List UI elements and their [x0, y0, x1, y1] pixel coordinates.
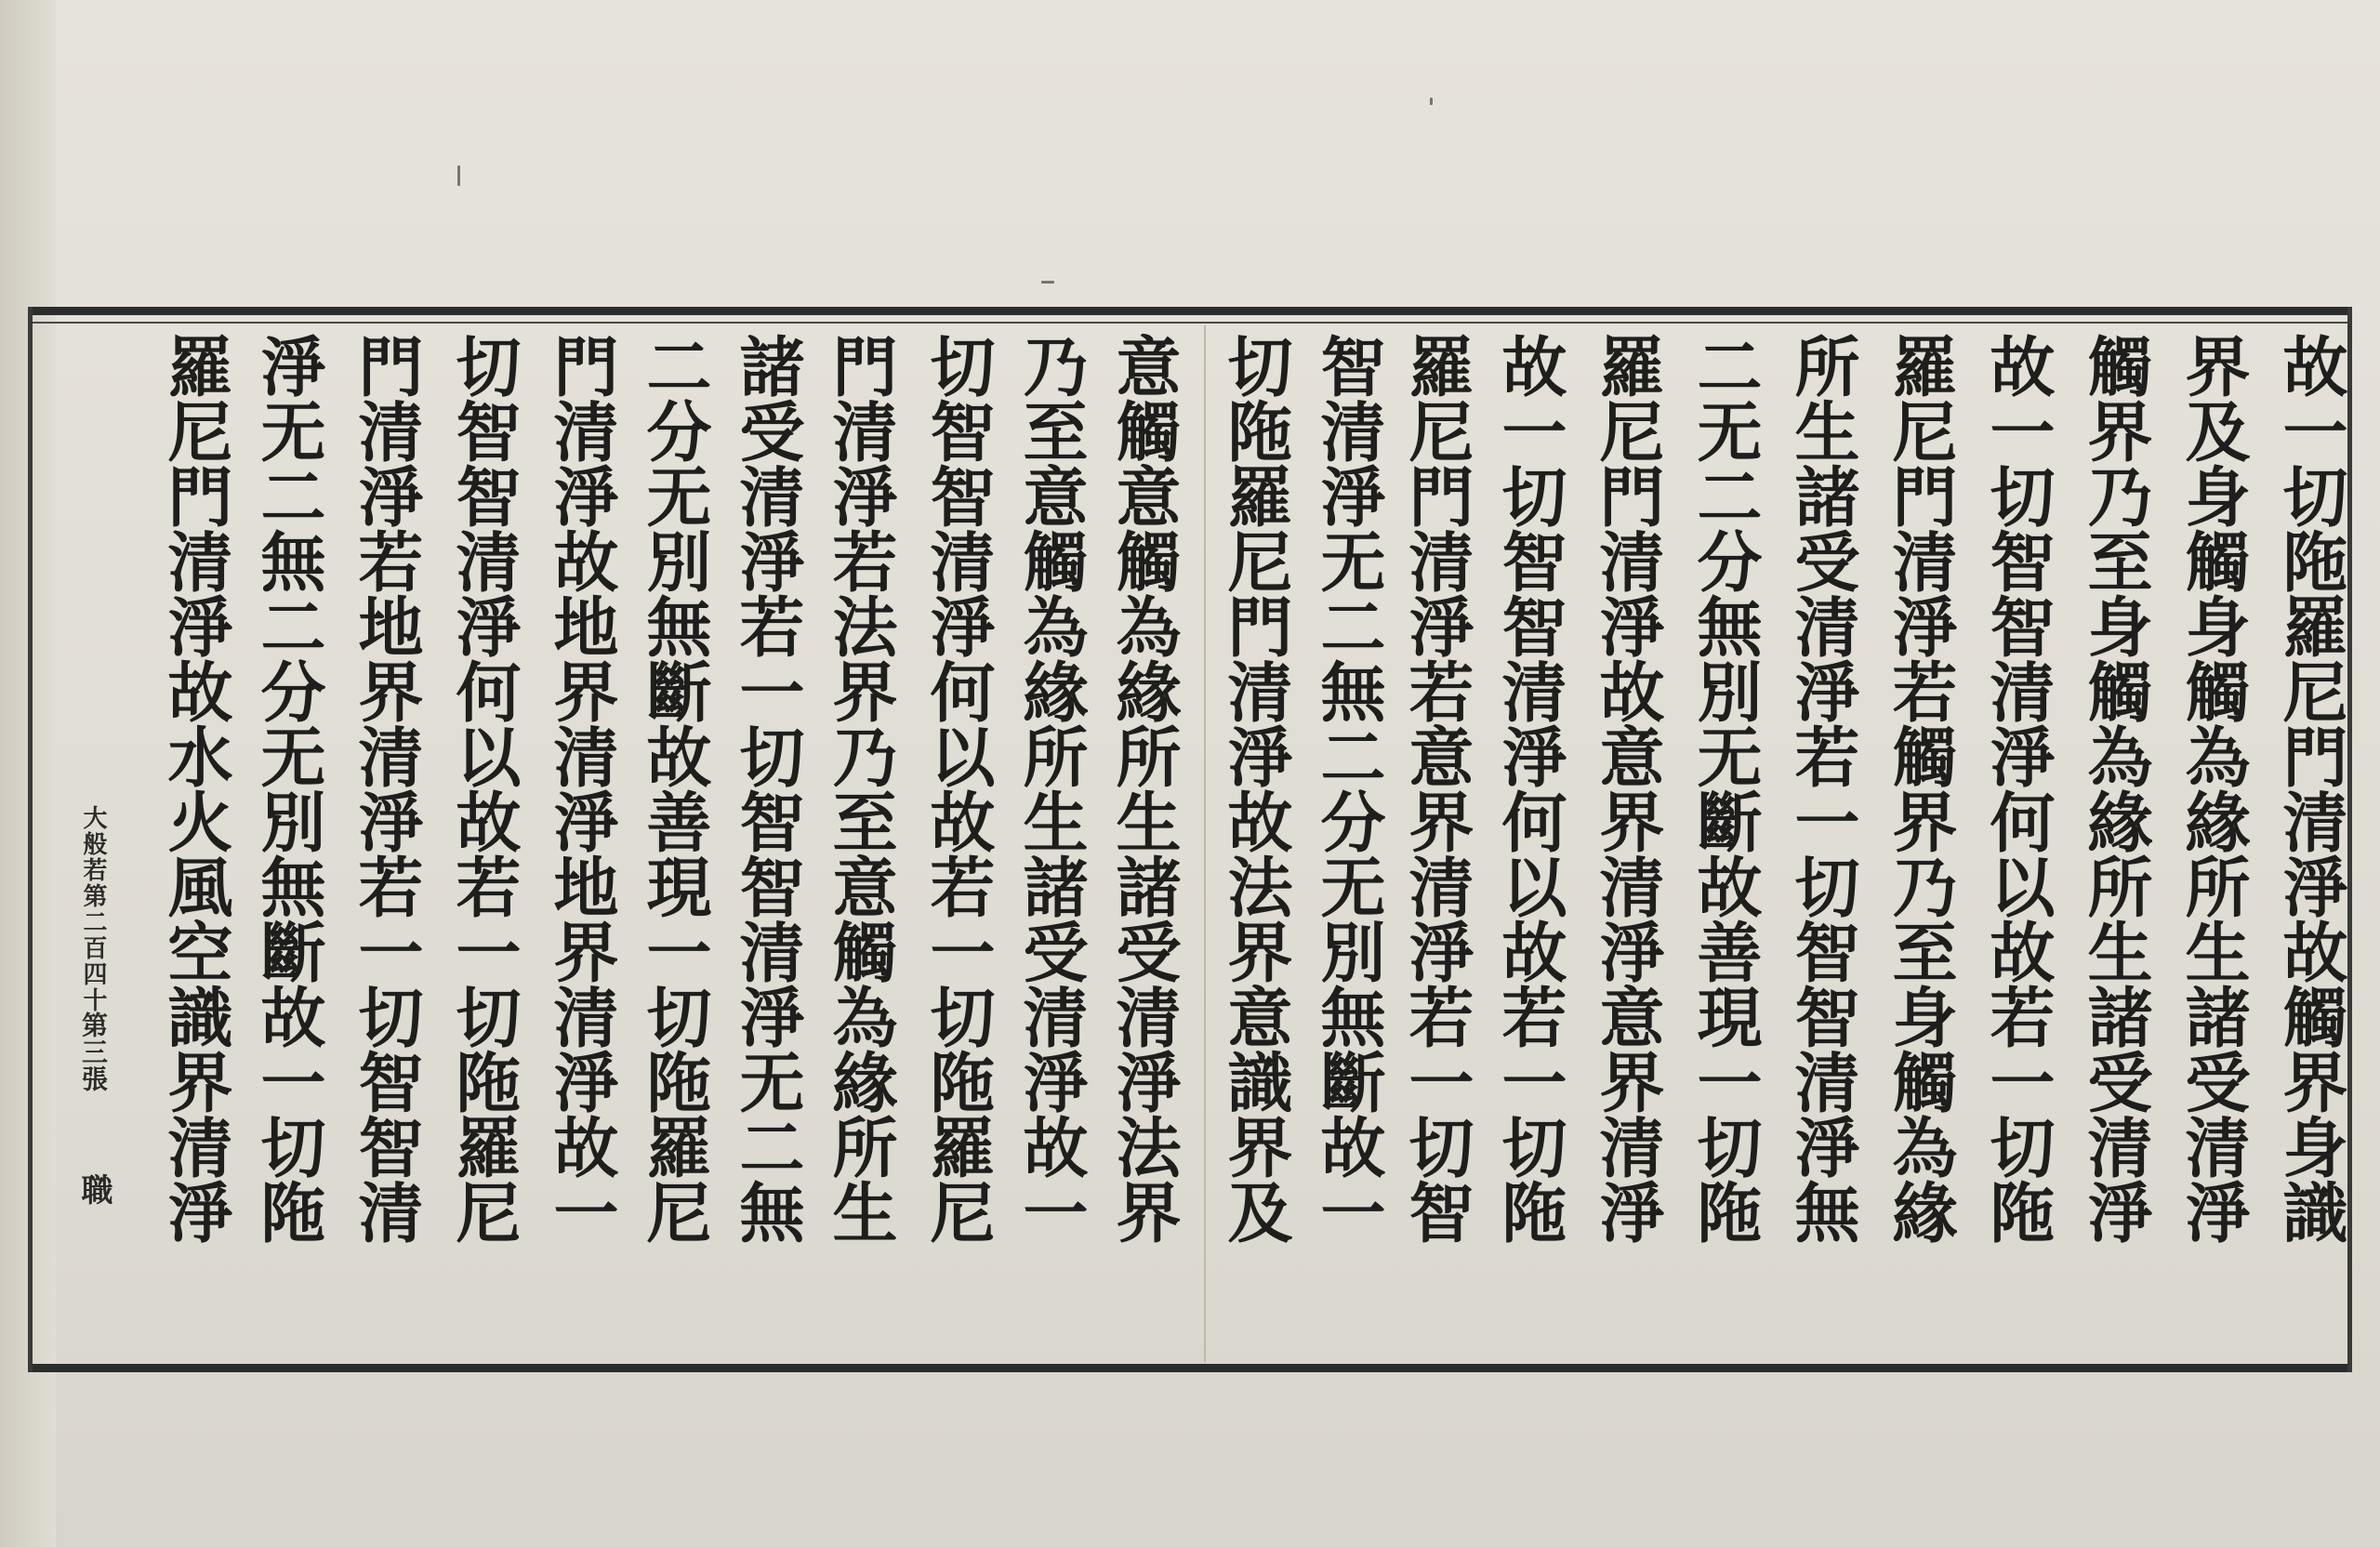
margin-page-number: 第三張 — [78, 1012, 109, 1092]
text-column-23: 羅尼門清淨故水火風空識界清淨 — [157, 333, 234, 1244]
text-column-19: 門清淨故地界清淨地界清淨故一 — [543, 333, 620, 1244]
text-column-10: 羅尼門清淨若意界清淨若一切智 — [1398, 333, 1475, 1244]
text-column-21: 門清淨若地界清淨若一切智智清 — [348, 333, 425, 1244]
text-column-17: 諸受清淨若一切智智清淨无二無 — [729, 333, 806, 1244]
margin-carver-mark: 職 — [75, 1173, 112, 1205]
text-column-5: 羅尼門清淨若觸界乃至身觸為緣 — [1882, 333, 1959, 1244]
margin-sutra-title: 大般若第二百四十 — [79, 805, 107, 1013]
frame-border-left — [28, 307, 33, 1372]
paper-fiber-mark — [1041, 281, 1054, 284]
text-column-11: 智清淨无二無二分无別無斷故一 — [1310, 333, 1387, 1244]
text-column-15: 切智智清淨何以故若一切陁羅尼 — [919, 333, 997, 1244]
paper-fiber-mark — [457, 165, 460, 186]
text-column-7: 二无二分無別无斷故善現一切陁 — [1686, 333, 1764, 1244]
center-fold-line — [1204, 325, 1206, 1362]
text-column-16: 門清淨若法界乃至意觸為緣所生 — [822, 333, 899, 1244]
text-column-13: 意觸意觸為緣所生諸受清淨法界 — [1105, 333, 1183, 1244]
frame-border-bottom — [28, 1364, 2352, 1372]
text-column-20: 切智智清淨何以故若一切陁羅尼 — [445, 333, 522, 1244]
text-column-22: 淨无二無二分无別無斷故一切陁 — [250, 333, 327, 1244]
text-column-12: 切陁羅尼門清淨故法界意識界及 — [1217, 333, 1294, 1244]
paper-fiber-mark — [1430, 98, 1433, 105]
text-column-9: 故一切智智清淨何以故若一切陁 — [1491, 333, 1568, 1244]
text-column-14: 乃至意觸為緣所生諸受清淨故一 — [1012, 333, 1090, 1244]
frame-border-top-inner — [28, 322, 2352, 324]
frame-border-top — [28, 307, 2352, 315]
text-column-3: 觸界乃至身觸為緣所生諸受清淨 — [2077, 333, 2154, 1244]
text-column-1: 故一切陁羅尼門清淨故觸界身識 — [2272, 333, 2349, 1244]
text-column-8: 羅尼門清淨故意界清淨意界清淨 — [1589, 333, 1666, 1244]
text-column-6: 所生諸受清淨若一切智智清淨無 — [1784, 333, 1861, 1244]
text-column-18: 二分无別無斷故善現一切陁羅尼 — [636, 333, 713, 1244]
text-column-2: 界及身觸身觸為緣所生諸受清淨 — [2175, 333, 2252, 1244]
text-column-4: 故一切智智清淨何以故若一切陁 — [1979, 333, 2056, 1244]
